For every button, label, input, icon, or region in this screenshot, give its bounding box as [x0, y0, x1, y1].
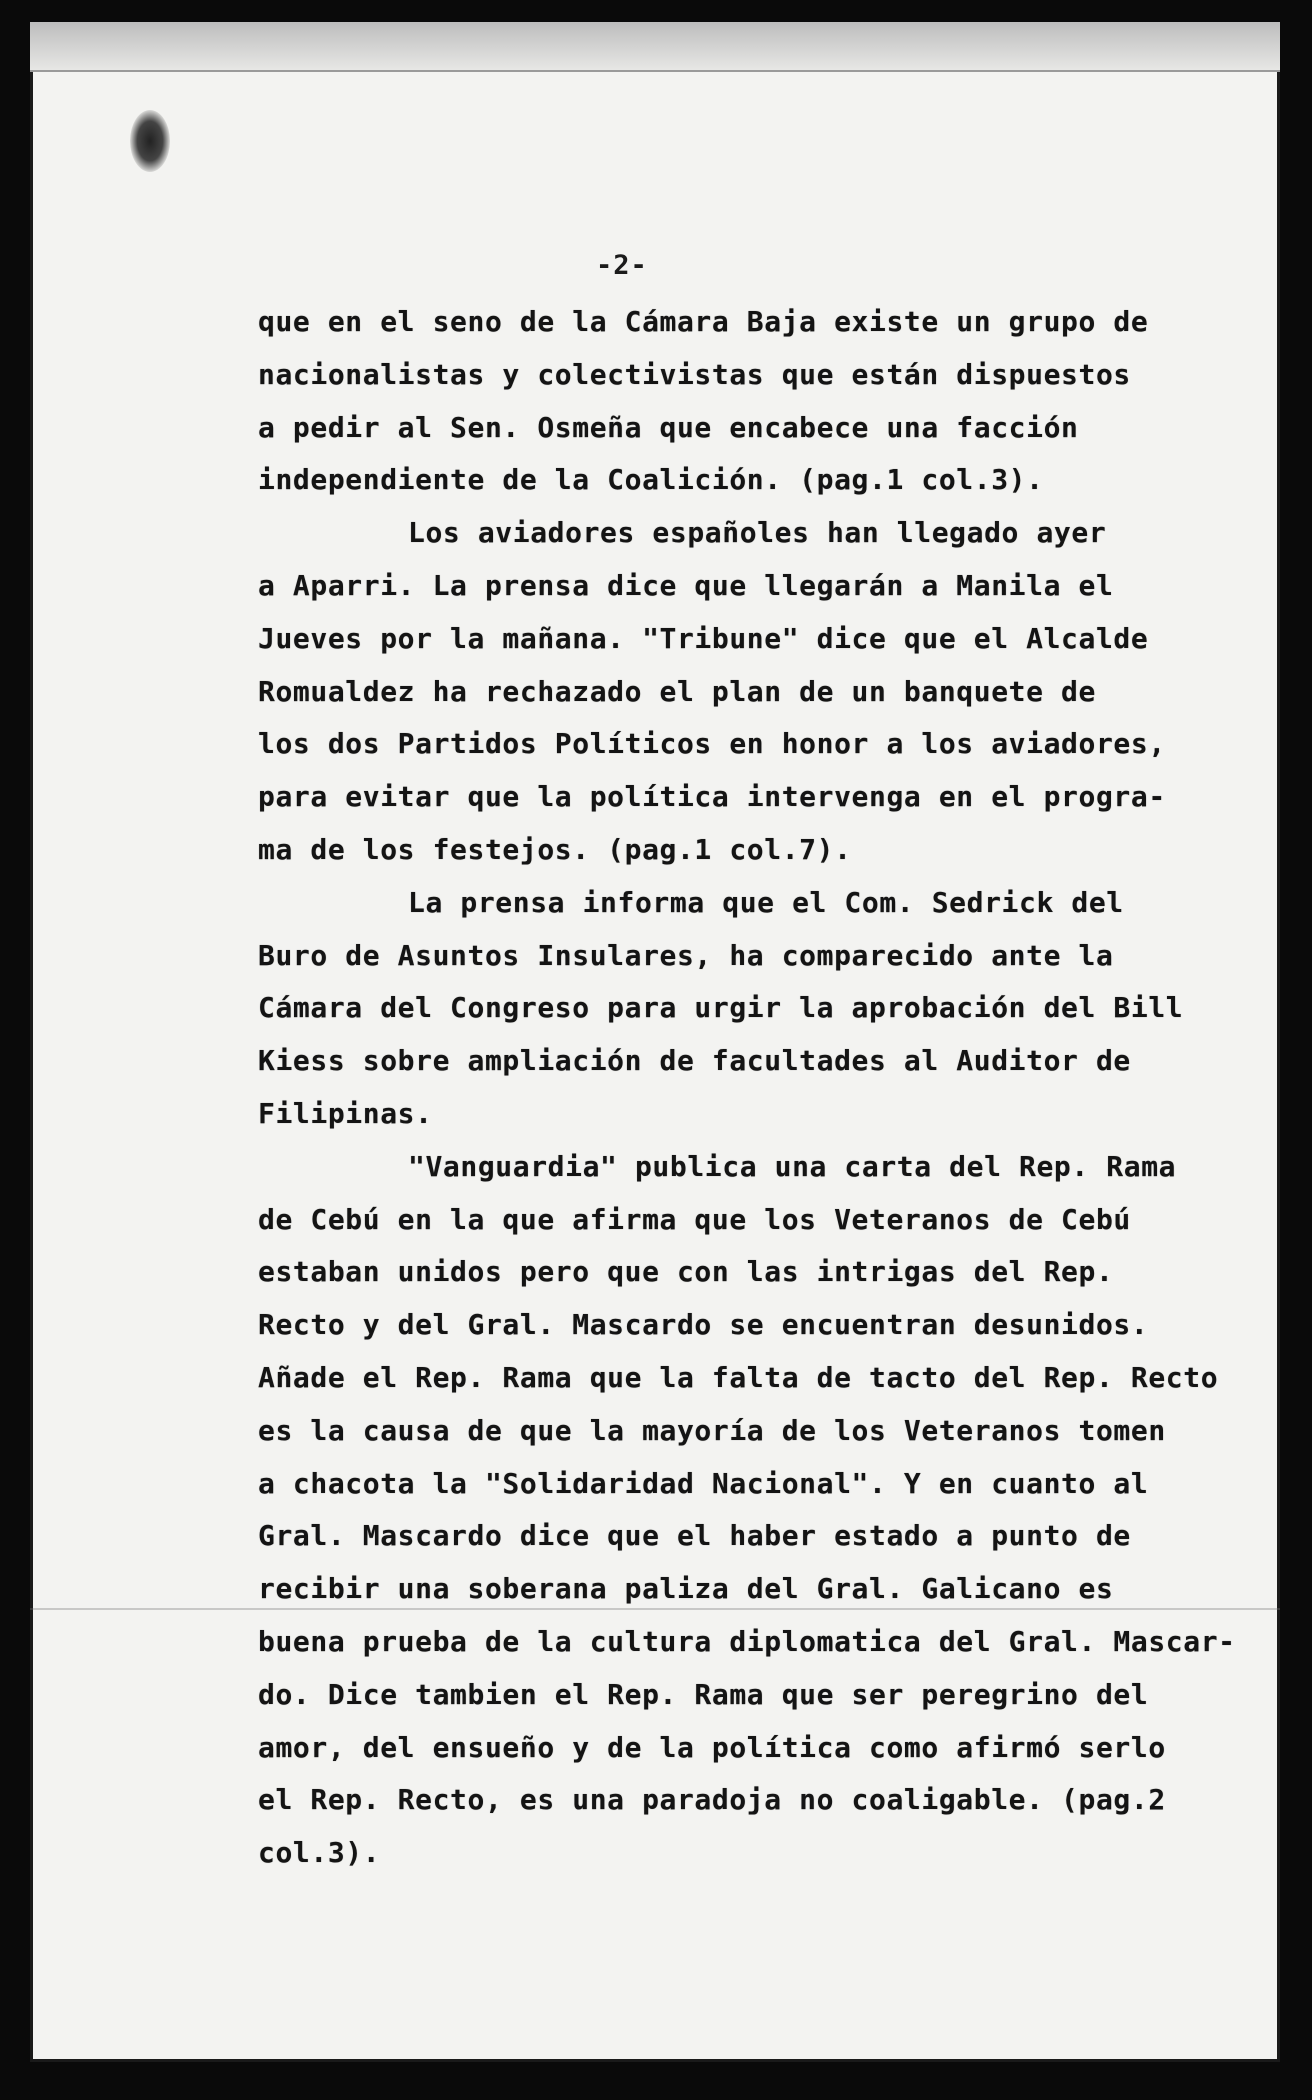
text-line: a chacota la "Solidaridad Nacional". Y en cuanto al	[258, 1466, 1149, 1500]
text-line: Gral. Mascardo dice que el haber estado a punto de	[258, 1519, 1131, 1553]
text-line: do. Dice tambien el Rep. Rama que ser peregrino del	[258, 1677, 1149, 1711]
text-line: para evitar que la política intervenga en el progra-	[258, 780, 1166, 814]
text-line: que en el seno de la Cámara Baja existe un grupo de	[258, 305, 1149, 338]
paragraph-start-line: Los aviadores españoles han llegado ayer	[408, 516, 1107, 550]
text-line: es la causa de que la mayoría de los Veteranos tomen	[258, 1413, 1166, 1447]
paragraph-start-line: "Vanguardia" publica una carta del Rep. Rama	[408, 1149, 1177, 1183]
text-line: independiente de la Coalición. (pag.1 col.3).	[258, 463, 1044, 497]
text-line: col.3).	[258, 1836, 381, 1870]
text-line: Buro de Asuntos Insulares, ha comparecido ante la	[258, 938, 1114, 972]
sheet-top-edge	[30, 22, 1280, 72]
paragraph-start-line: La prensa informa que el Com. Sedrick del	[408, 885, 1124, 919]
ink-smudge	[130, 110, 170, 172]
text-line: buena prueba de la cultura diplomatica del Gral. Mascar-	[258, 1624, 1236, 1658]
text-line: Jueves por la mañana. "Tribune" dice que el Alcalde	[258, 621, 1149, 655]
text-line: estaban unidos pero que con las intrigas del Rep.	[258, 1255, 1114, 1289]
text-line: Kiess sobre ampliación de facultades al Auditor de	[258, 1044, 1131, 1078]
text-line: a pedir al Sen. Osmeña que encabece una facción	[258, 410, 1079, 444]
text-line: ma de los festejos. (pag.1 col.7).	[258, 832, 852, 866]
document-body	[258, 296, 1258, 1880]
text-line: a Aparri. La prensa dice que llegarán a Manila el	[258, 568, 1114, 602]
text-line: de Cebú en la que afirma que los Veteranos de Cebú	[258, 1202, 1131, 1236]
text-line: Cámara del Congreso para urgir la aprobación del Bill	[258, 991, 1184, 1025]
text-line: los dos Partidos Políticos en honor a los aviadores,	[258, 727, 1166, 761]
text-line: Añade el Rep. Rama que la falta de tacto del Rep. Recto	[258, 1360, 1219, 1394]
text-line: Filipinas.	[258, 1096, 433, 1130]
text-line: amor, del ensueño y de la política como afirmó serlo	[258, 1730, 1166, 1764]
text-line: Recto y del Gral. Mascardo se encuentran desunidos.	[258, 1308, 1149, 1342]
text-line: recibir una soberana paliza del Gral. Galicano es	[258, 1572, 1114, 1606]
text-line: Romualdez ha rechazado el plan de un banquete de	[258, 674, 1096, 708]
text-line: el Rep. Recto, es una paradoja no coaligable. (pag.2	[258, 1783, 1166, 1817]
page-number: -2-	[596, 250, 648, 281]
text-line: nacionalistas y colectivistas que están dispuestos	[258, 357, 1131, 391]
